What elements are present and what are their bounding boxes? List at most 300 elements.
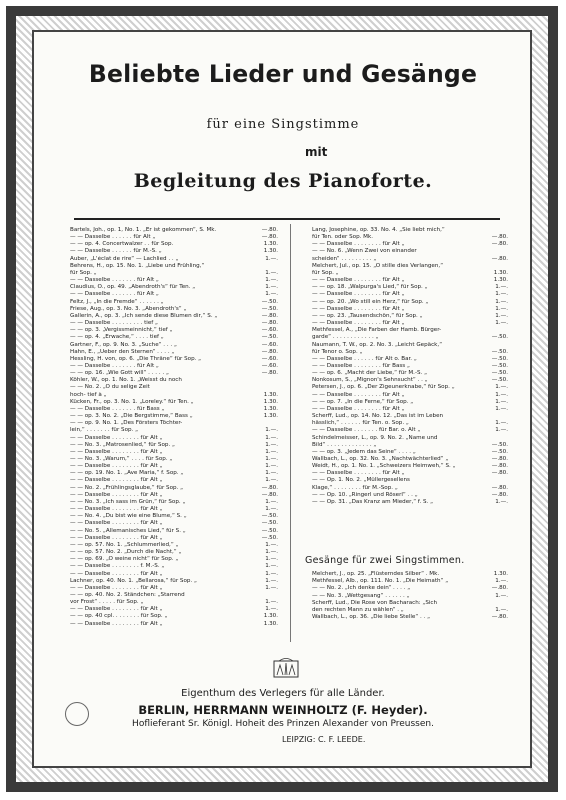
catalog-entry <box>312 593 508 600</box>
catalog-entry <box>312 227 508 234</box>
catalog-entry <box>70 485 278 492</box>
catalog-entry <box>70 342 278 349</box>
entry-price: 1.—. <box>265 463 278 470</box>
entry-price: 1.30. <box>263 620 278 627</box>
entry-text: — — Dasselbe . . . . . . . . für Alt „ <box>70 477 163 484</box>
entry-text: — — No. 2. „O du selige Zeit <box>70 384 150 391</box>
catalog-entry <box>70 477 278 484</box>
entry-text: Schindelmeisser, L., op. 9. No. 2. „Name und <box>312 434 438 441</box>
entry-price: —.80. <box>491 491 508 498</box>
entry-text: — — Dasselbe . . . . . . . . für Alt „ <box>312 241 405 248</box>
entry-price: —.80. <box>261 370 278 377</box>
entry-price: 1.30. <box>493 277 508 284</box>
entry-text: — — Dasselbe . . . . . . . . für Alt „ <box>70 520 163 527</box>
catalog-entry <box>312 263 508 270</box>
entry-text: — — op. 3. „Vergissmeinnicht,“ tief „ <box>70 327 173 334</box>
entry-text: Hessling, H. von, op. 6. „Die Thräne“ für Sop. „ <box>70 355 202 362</box>
entry-text: den rechten Mann zu wählen“ . „ <box>312 607 404 614</box>
entry-text: Nonkosum, S., „Mignon's Sehnsucht“ . . „ <box>312 377 428 384</box>
entry-text: — — op. 16. „Wie Gott will“ . . . . . „ <box>70 370 169 377</box>
entry-text: Lachner, op. 40. No. 1. „Bellarosa,“ für Sop. „ <box>70 577 197 584</box>
catalog-entry <box>70 327 278 334</box>
catalog-entry <box>70 384 278 391</box>
catalog-entry <box>70 241 278 248</box>
entry-price: —.80. <box>491 255 508 262</box>
entry-price: —.50. <box>491 334 508 341</box>
catalog-entry <box>312 234 508 241</box>
entry-text: — — Dasselbe . . . . . . . . für Alt „ <box>70 434 163 441</box>
catalog-entry <box>312 256 508 263</box>
catalog-entry <box>312 248 508 255</box>
catalog-entry <box>70 392 278 399</box>
catalog-entry <box>312 370 508 377</box>
catalog-entry <box>70 277 278 284</box>
entry-price: 1.—. <box>495 427 508 434</box>
entry-price: —.80. <box>491 456 508 462</box>
entry-text: — — op. 3. „Jedem das Seine“ . . . . „ <box>312 448 416 455</box>
entry-text: — — op. 3. No. 2. „Die Bergstimme,“ Bass „ <box>70 413 193 420</box>
catalog-entry <box>70 363 278 370</box>
library-stamp <box>65 702 89 726</box>
entry-price: 1.—. <box>495 398 508 405</box>
catalog-entry <box>70 613 278 620</box>
catalog-entry <box>70 520 278 527</box>
entry-price: 1.30. <box>263 405 278 412</box>
entry-text: — — Dasselbe . . . . . . . . für Alt „ <box>312 277 405 284</box>
entry-price: —.80. <box>261 320 278 327</box>
catalog-entry <box>70 449 278 456</box>
entry-text: garde“ . . . . . . . . . . . . „ <box>312 334 379 341</box>
entry-text: Bild“ . . . . . . . . . . . . . „ <box>312 441 377 448</box>
entry-price: 1.30. <box>493 269 508 276</box>
entry-text: hässlich,“ . . . . . . für Ten. o. Sop. „ <box>312 420 409 427</box>
entry-price: —.50. <box>491 355 508 362</box>
catalog-entry <box>312 363 508 370</box>
entry-price: —.80. <box>261 491 278 498</box>
entry-price: —.80. <box>261 227 278 233</box>
catalog-entry <box>70 621 278 628</box>
entry-text: Feltz, J., „In die Fremde“ . . . . . . „ <box>70 298 164 305</box>
catalog-entry <box>312 600 508 607</box>
entry-price <box>274 420 278 427</box>
entry-text: — — Dasselbe . . . . . . . für Alt „ <box>70 291 159 298</box>
catalog-entry <box>312 614 508 621</box>
entry-text: Kücken, Fr., op. 3. No. 1. „Loreley.“ für Ten. „ <box>70 398 194 405</box>
entry-price: 1.—. <box>265 291 278 298</box>
entry-text: — — Dasselbe . . . . . . . . für Alt „ <box>70 606 163 613</box>
entry-price: —.80. <box>491 241 508 248</box>
entry-text: — — Dasselbe . . . . . . . für Bar. o. Alt „ <box>312 427 421 434</box>
purveyor-line: Hoflieferant Sr. Königl. Hoheit des Prinzen Alexander von Preussen. <box>132 719 434 729</box>
catalog-entry <box>70 549 278 556</box>
catalog-entry <box>312 499 508 506</box>
entry-text: Auber, „L'éclat de rire“ — Lachlied . . „ <box>70 255 179 262</box>
entry-price: —.50. <box>491 377 508 384</box>
entry-text: — — Dasselbe . . . . . . . . für Bass „ <box>312 362 410 369</box>
entry-price: —.50. <box>261 334 278 341</box>
catalog-entry <box>70 227 278 234</box>
catalog-entry <box>312 241 508 248</box>
catalog-entry <box>70 492 278 499</box>
entry-text: — — Dasselbe . . . . . . . . für Alt „ <box>312 320 405 327</box>
entry-text: Scherff, Lud., op. 14. No. 12. „Das ist im Leben <box>312 413 444 420</box>
entry-text: — — Dasselbe . . . . . . . . für Alt „ <box>312 305 405 312</box>
catalog-entry <box>70 463 278 470</box>
catalog-entry <box>70 420 278 427</box>
entry-text: Weidt, H., op. 1. No. 1. „Schweizers Heimweh,“ S. „ <box>312 463 456 470</box>
entry-price: 1.—. <box>265 441 278 448</box>
entry-price: —.50. <box>261 520 278 527</box>
entry-text: hoch- tief à „ <box>70 391 107 398</box>
subtitle: für eine Singstimme <box>206 117 360 132</box>
entry-price <box>274 377 278 384</box>
entry-price: 1.—. <box>265 269 278 276</box>
entry-price: —.50. <box>261 305 278 312</box>
entry-text: — — Dasselbe . . . . . . . . für Alt „ <box>70 448 163 455</box>
catalog-entry <box>70 456 278 463</box>
catalog-entry <box>312 392 508 399</box>
entry-price: —.50. <box>261 513 278 520</box>
catalog-entry <box>70 556 278 563</box>
entry-text: — — Dasselbe . . . . . . . . für Alt „ <box>70 463 163 470</box>
entry-text: vor Frost“ . . . . . für Sop. „ <box>70 599 144 606</box>
entry-price: 1.—. <box>265 470 278 477</box>
entry-text: lein,“ . . . . . . . für Sop. „ <box>70 427 139 434</box>
entry-price: 1.—. <box>265 577 278 584</box>
entry-text: — — No. 2. „Frühlingsglaube,“ für Sop. „ <box>70 484 184 491</box>
entry-text: — — Dasselbe . . . . . . . . für Alt „ <box>70 584 163 591</box>
entry-text: — — op. 40 cpl. . . . . . . . für Sop. „ <box>70 613 168 620</box>
entry-text: Bartels, Joh., op. 1, No. 1. „Er ist gekommen“, S. Mk. <box>70 227 217 233</box>
catalog-entry <box>312 413 508 420</box>
entry-price: 1.—. <box>265 448 278 455</box>
entry-price: 1.—. <box>495 305 508 312</box>
catalog-entry <box>70 442 278 449</box>
entry-text: Wallbach, L., op. 36. „Die liebe Stelle“ . . „ <box>312 614 431 621</box>
entry-text: — — Op. 10. „Ringerl und Röserl“ . . „ <box>312 491 418 498</box>
entry-price: 1.—. <box>495 298 508 305</box>
entry-text: — — Dasselbe . . . . . . . für Alt „ <box>70 277 159 284</box>
catalog-entry <box>312 306 508 313</box>
catalog-entry <box>312 492 508 499</box>
catalog-entry <box>70 563 278 570</box>
entry-text: — — Dasselbe . . . . . . für Alt o. Bar. „ <box>312 355 417 362</box>
entry-text: — — op. 9. No. 1. „Des Försters Töchter- <box>70 420 183 427</box>
catalog-entry <box>70 256 278 263</box>
entry-price: 1.—. <box>495 320 508 327</box>
entry-text: Methfessel, A., „Die Farben der Hamb. Bürger- <box>312 327 442 334</box>
entry-text: — — op. 23. „Tausendschön,“ für Sop. „ <box>312 312 423 319</box>
entry-price: —.80. <box>491 585 508 592</box>
catalog-entry <box>70 291 278 298</box>
catalog-entry <box>312 320 508 327</box>
entry-price: —.50. <box>491 348 508 355</box>
entry-text: Gartner, F., op. 9. No. 3. „Suche“ . . . „ <box>70 341 177 348</box>
entry-text: — — op. 7. „In die Ferne,“ für Sop. „ <box>312 398 414 405</box>
entry-text: — — No. 3. „Matrosenlied,“ für Sop. „ <box>70 441 175 448</box>
catalog-entry <box>70 528 278 535</box>
entry-text: — — Dasselbe . . . . . . . . für Alt „ <box>312 291 405 298</box>
entry-price: —.80. <box>491 484 508 491</box>
entry-price: 1.—. <box>495 592 508 599</box>
mit-text: mit <box>305 145 328 159</box>
entry-price: 1.—. <box>495 391 508 398</box>
entry-price: 1.30. <box>263 248 278 255</box>
catalog-entry <box>70 427 278 434</box>
entry-price: —.80. <box>491 470 508 477</box>
catalog-entry <box>312 449 508 456</box>
entry-text: — — Dasselbe . . . . . . . . für Alt „ <box>312 405 405 412</box>
entry-text: — — op. 69. „O weine nicht“ für Sop. „ <box>70 556 179 563</box>
entry-text: — — op. 57. No. 2. „Durch die Nacht,“ „ <box>70 549 182 556</box>
entry-text: Klage,“ . . . . . . . . für M.-Sop. „ <box>312 484 398 491</box>
entry-text: scheiden“ . . . . . . . . . „ <box>312 255 377 262</box>
entry-text: — — Dasselbe . . . . . . . . für Alt „ <box>70 620 163 627</box>
entry-text: Naumann, T. W., op. 2. No. 3. „Leicht Gepäck,“ <box>312 341 443 348</box>
entry-price: 1.—. <box>495 405 508 412</box>
catalog-entry <box>312 327 508 334</box>
catalog-entry <box>312 277 508 284</box>
publisher-name: BERLIN, HERRMANN WEINHOLTZ (F. Heyder). <box>138 703 428 717</box>
entry-price: 1.—. <box>495 420 508 427</box>
catalog-entry <box>70 299 278 306</box>
entry-text: Methfessel, Alb., op. 111. No. 1. „Die Heimath“ „ <box>312 578 449 585</box>
entry-text: — — No. 3. „Wettgesang“ . . . . . . „ <box>312 592 410 599</box>
entry-text: — — Dasselbe . . . . . . . . f. M.-S. „ <box>70 563 165 570</box>
entry-price: 1.—. <box>495 284 508 291</box>
catalog-entry <box>70 571 278 578</box>
entry-text: — — Dasselbe . . . . . . . . für Alt „ <box>312 470 405 477</box>
entry-price: 1.—. <box>265 599 278 606</box>
catalog-entry <box>70 542 278 549</box>
entry-text: Hahn, E., „Ueber den Sternen“ . . . . „ <box>70 348 175 355</box>
entry-price: 1.—. <box>495 291 508 298</box>
catalog-entry <box>312 607 508 614</box>
entry-price: 1.—. <box>495 384 508 391</box>
catalog-entry <box>70 406 278 413</box>
page-title: Beliebte Lieder und Gesänge <box>88 60 478 88</box>
entry-price: —.50. <box>261 298 278 305</box>
entry-price <box>504 435 508 442</box>
entry-text: — — No. 6. „Wenn Zwei von einander <box>312 248 417 255</box>
entry-text: — — op. 18. „Walpurga's Lied,“ für Sop. „ <box>312 284 428 291</box>
catalog-entry <box>70 320 278 327</box>
catalog-entry <box>70 263 278 270</box>
catalog-entry <box>70 513 278 520</box>
catalog-entry <box>70 606 278 613</box>
entry-text: Claudius, O., op. 49. „Abendroth's“ für Ten. „ <box>70 284 196 291</box>
catalog-entry <box>70 349 278 356</box>
entry-price: 1.—. <box>265 434 278 441</box>
entry-price: 1.30. <box>263 398 278 405</box>
catalog-left-column <box>70 227 278 628</box>
entry-price <box>504 413 508 420</box>
entry-text: — — op. 57. No. 1. „Schlummerlied,“ „ <box>70 541 179 548</box>
catalog-entry <box>70 248 278 255</box>
entry-text: — — Op. 31. „Das Kranz am Mieder,“ f. S. „ <box>312 498 434 505</box>
column-divider <box>290 224 291 642</box>
entry-price <box>504 327 508 334</box>
entry-text: — — Dasselbe . . . . . . . . für Alt „ <box>70 570 163 577</box>
catalog-entry <box>70 578 278 585</box>
entry-text: — — op. 4. „Erwache,“ . . . . tief „ <box>70 334 164 341</box>
entry-price <box>504 227 508 234</box>
entry-price: 1.30. <box>263 391 278 398</box>
catalog-entry <box>312 313 508 320</box>
entry-text: — — Dasselbe . . . . . . für Alt „ <box>70 234 156 241</box>
catalog-entry <box>312 420 508 427</box>
entry-text: — — No. 3. „Warum,“ . . . . für Sop. „ <box>70 456 173 462</box>
entry-price: 1.—. <box>265 556 278 563</box>
leipzig-agent: LEIPZIG: C. F. LEEDE. <box>282 735 366 744</box>
entry-price: —.80. <box>261 312 278 319</box>
catalog-entry <box>312 270 508 277</box>
entry-text: — — No. 3. „Ich sass im Grün,“ für Sop. „ <box>70 498 186 505</box>
entry-price: —.50. <box>491 362 508 369</box>
entry-price: —.80. <box>491 614 508 621</box>
entry-price: —.80. <box>261 484 278 491</box>
accompaniment-title: Begleitung des Pianoforte. <box>133 170 433 192</box>
catalog-entry <box>312 571 508 578</box>
catalog-entry <box>70 270 278 277</box>
entry-price: 1.—. <box>265 563 278 570</box>
catalog-entry <box>70 356 278 363</box>
entry-price: 1.—. <box>495 498 508 505</box>
catalog-entry <box>70 413 278 420</box>
entry-price: 1.—. <box>265 570 278 577</box>
catalog-entry <box>70 585 278 592</box>
entry-price: 1.—. <box>265 284 278 291</box>
catalog-entry <box>312 334 508 341</box>
entry-price <box>274 263 278 270</box>
catalog-entry <box>312 299 508 306</box>
duet-heading: Gesänge für zwei Singstimmen. <box>305 555 465 566</box>
entry-price <box>504 477 508 484</box>
entry-text: — — No. 4. „Du bist wie eine Blume,“ S. „ <box>70 513 187 520</box>
entry-text: — — op. 20. „Wo still ein Herz,“ für Sop. „ <box>312 298 429 305</box>
catalog-entry <box>70 399 278 406</box>
entry-price: —.60. <box>261 327 278 334</box>
entry-text: — — Dasselbe . . . . . . . . für Alt „ <box>70 491 163 498</box>
entry-price: —.50. <box>491 441 508 448</box>
entry-price: —.50. <box>491 370 508 377</box>
entry-price: 1.—. <box>265 584 278 591</box>
entry-price <box>274 384 278 391</box>
catalog-entry <box>312 435 508 442</box>
entry-text: für Sop. „ <box>312 269 339 276</box>
entry-price: 1.—. <box>265 606 278 613</box>
entry-price <box>274 592 278 599</box>
entry-text: — — Dasselbe . . . . . . . . für Alt „ <box>312 391 405 398</box>
entry-text: für Tenor o. Sop. „ <box>312 348 363 355</box>
catalog-entry <box>312 427 508 434</box>
entry-price: 1.—. <box>265 477 278 484</box>
catalog-entry <box>70 284 278 291</box>
entry-price: —.50. <box>261 534 278 541</box>
entry-price: 1.—. <box>265 541 278 548</box>
entry-price <box>504 600 508 607</box>
catalog-entry <box>312 442 508 449</box>
entry-text: — — Dasselbe . . . . . . . . . tief „ <box>70 320 158 327</box>
entry-text: für Ten. oder Sop. Mk. <box>312 234 374 241</box>
entry-price: —.50. <box>261 527 278 534</box>
entry-text: — — Dasselbe . . . . . . . . für Alt „ <box>70 506 163 513</box>
entry-text: — — Dasselbe . . . . . . für M.-S. „ <box>70 248 162 255</box>
catalog-entry <box>70 535 278 542</box>
duet-list <box>312 571 508 621</box>
entry-price: 1.30. <box>263 613 278 620</box>
catalog-entry <box>312 342 508 349</box>
entry-price: 1.30. <box>493 571 508 577</box>
entry-text: Wallbach, L., op. 32. No. 3. „Nachtwächterlied“ „ <box>312 456 449 462</box>
entry-text: Scherff, Lud., Die Rose von Bacharach: „Sich <box>312 599 438 606</box>
catalog-entry <box>312 399 508 406</box>
entry-price <box>504 342 508 349</box>
entry-price: 1.—. <box>265 456 278 462</box>
catalog-entry <box>312 406 508 413</box>
entry-price <box>504 263 508 270</box>
entry-price: 1.—. <box>265 506 278 513</box>
entry-text: Gallerin, A., op. 3. „Ich sende diese Blumen dir,“ S. „ <box>70 312 218 319</box>
publisher-crest-icon <box>271 657 301 679</box>
entry-text: — — op. 40. No. 2. Ständchen: „Starrend <box>70 591 185 598</box>
entry-price: 1.—. <box>495 312 508 319</box>
entry-text: Behrens, H., op. 15. No. 1. „Liebe und Frühling,“ <box>70 262 205 269</box>
entry-text: — — op. 6. „Macht der Liebe,“ für M.-S. „ <box>312 370 427 377</box>
catalog-entry <box>312 463 508 470</box>
entry-text: — — No. 2. „Ich denke dein“ . . . . „ <box>312 585 411 592</box>
rights-notice: Eigenthum des Verlegers für alle Länder. <box>181 688 385 699</box>
catalog-entry <box>312 578 508 585</box>
catalog-entry <box>70 599 278 606</box>
entry-price: 1.—. <box>495 578 508 585</box>
entry-text: Lang, Josephine, op. 33. No. 4. „Sie liebt mich,“ <box>312 227 445 233</box>
entry-price: 1.—. <box>265 549 278 556</box>
catalog-entry <box>312 291 508 298</box>
entry-price: 1.30. <box>263 413 278 420</box>
catalog-entry <box>312 456 508 463</box>
catalog-entry <box>312 349 508 356</box>
entry-price: 1.30. <box>263 241 278 248</box>
catalog-entry <box>312 377 508 384</box>
entry-text: — — op. 19. No. 1. „Ave Maria,“ f. Sop. „ <box>70 470 184 477</box>
entry-price: 1.—. <box>495 607 508 614</box>
entry-price: —.50. <box>491 448 508 455</box>
entry-price: —.80. <box>491 463 508 470</box>
entry-price: —.60. <box>261 355 278 362</box>
entry-price: —.60. <box>261 341 278 348</box>
catalog-entry <box>70 313 278 320</box>
catalog-entry <box>70 435 278 442</box>
entry-price: 1.—. <box>265 498 278 505</box>
catalog-entry <box>312 585 508 592</box>
catalog-entry <box>70 470 278 477</box>
entry-price: —.80. <box>491 234 508 241</box>
entry-text: Petersen, J., op. 6. „Der Zigeunerknabe,“ für Sop. „ <box>312 384 455 391</box>
divider-rule <box>74 218 500 220</box>
entry-price: 1.—. <box>265 277 278 284</box>
catalog-entry <box>70 234 278 241</box>
entry-price: —.80. <box>261 234 278 241</box>
entry-text: Köhler, W., op. 1. No. 1. „Weisst du noch <box>70 377 182 384</box>
entry-text: — — Dasselbe . . . . . . . . für Alt „ <box>70 534 163 541</box>
entry-text: Melchert, Jul., op. 15. „O stille dies Verlangen,“ <box>312 262 444 269</box>
catalog-entry <box>70 370 278 377</box>
entry-price: —.60. <box>261 362 278 369</box>
catalog-entry <box>312 284 508 291</box>
catalog-entry <box>70 377 278 384</box>
entry-text: — — op. 4. Concertwalzer . . für Sop. <box>70 241 174 248</box>
